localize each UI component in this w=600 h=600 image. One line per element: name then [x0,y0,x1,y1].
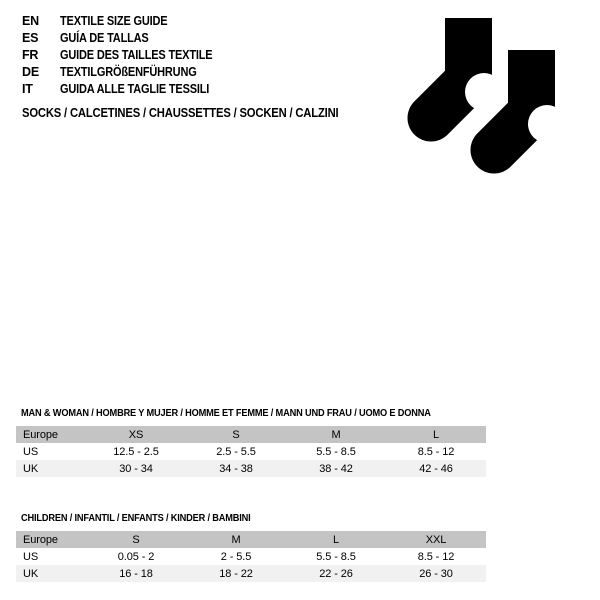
language-label: GUIDA ALLE TAGLIE TESSILI [60,81,210,96]
row-label: US [23,445,39,458]
sock-left [431,18,503,118]
size-table-section-adults [16,407,486,477]
header-cell-size: M [231,533,241,546]
language-list [22,12,233,97]
size-cell: 12.5 - 2.5 [113,445,159,458]
language-row-it [22,80,233,97]
header-cell-size: L [432,428,440,441]
size-table-section-children [16,512,486,582]
size-cell: 38 - 42 [319,462,353,475]
row-label: US [23,550,39,563]
table-row-us [16,443,486,460]
table-header-row [16,426,486,443]
header-cell-region: Europe [23,533,58,546]
header-cell-size: L [332,533,340,546]
size-cell: 16 - 18 [119,567,153,580]
size-cell: 8.5 - 12 [417,550,455,563]
size-cell: 26 - 30 [419,567,453,580]
size-cell: 22 - 26 [319,567,353,580]
size-cell: 5.5 - 8.5 [316,550,356,563]
language-code: DE [22,64,39,79]
sock-right [494,50,565,150]
language-row-fr [22,46,233,63]
size-cell: 18 - 22 [219,567,253,580]
category-title: SOCKS / CALCETINES / CHAUSSETTES / SOCKEN / CALZINI [22,106,339,120]
size-cell: 2.5 - 5.5 [216,445,256,458]
table-row-us [16,548,486,565]
row-label: UK [23,567,39,580]
table-title-children: CHILDREN / INFANTIL / ENFANTS / KINDER / BAMBINI [21,512,251,524]
language-code: ES [22,30,39,45]
header-cell-region: Europe [23,428,58,441]
size-cell: 0.05 - 2 [117,550,155,563]
table-row-uk [16,565,486,582]
language-row-en [22,12,233,29]
header-cell-size: M [331,428,341,441]
row-label: UK [23,462,39,475]
language-label: GUIDE DES TAILLES TEXTILE [60,47,213,62]
language-code: FR [22,47,39,62]
header-cell-size: XXL [425,533,447,546]
language-label: TEXTILGRÖßENFÜHRUNG [60,64,197,79]
language-code: IT [22,81,33,96]
size-table-children [16,531,486,582]
language-label: TEXTILE SIZE GUIDE [60,13,168,28]
table-row-uk [16,460,486,477]
size-table-adults [16,426,486,477]
socks-icon [405,13,565,178]
language-label: GUÍA DE TALLAS [60,30,149,45]
size-cell: 34 - 38 [219,462,253,475]
size-cell: 42 - 46 [419,462,453,475]
size-cell: 5.5 - 8.5 [316,445,356,458]
header-cell-size: XS [128,428,144,441]
table-header-row [16,531,486,548]
header-cell-size: S [232,428,240,441]
header-cell-size: S [132,533,140,546]
language-code: EN [22,13,39,28]
table-title-adults: MAN & WOMAN / HOMBRE Y MUJER / HOMME ET FEMME / MANN UND FRAU / UOMO E DONNA [21,407,431,419]
size-cell: 2 - 5.5 [220,550,252,563]
language-row-de [22,63,233,80]
size-cell: 30 - 34 [119,462,153,475]
language-row-es [22,29,233,46]
size-cell: 8.5 - 12 [417,445,455,458]
